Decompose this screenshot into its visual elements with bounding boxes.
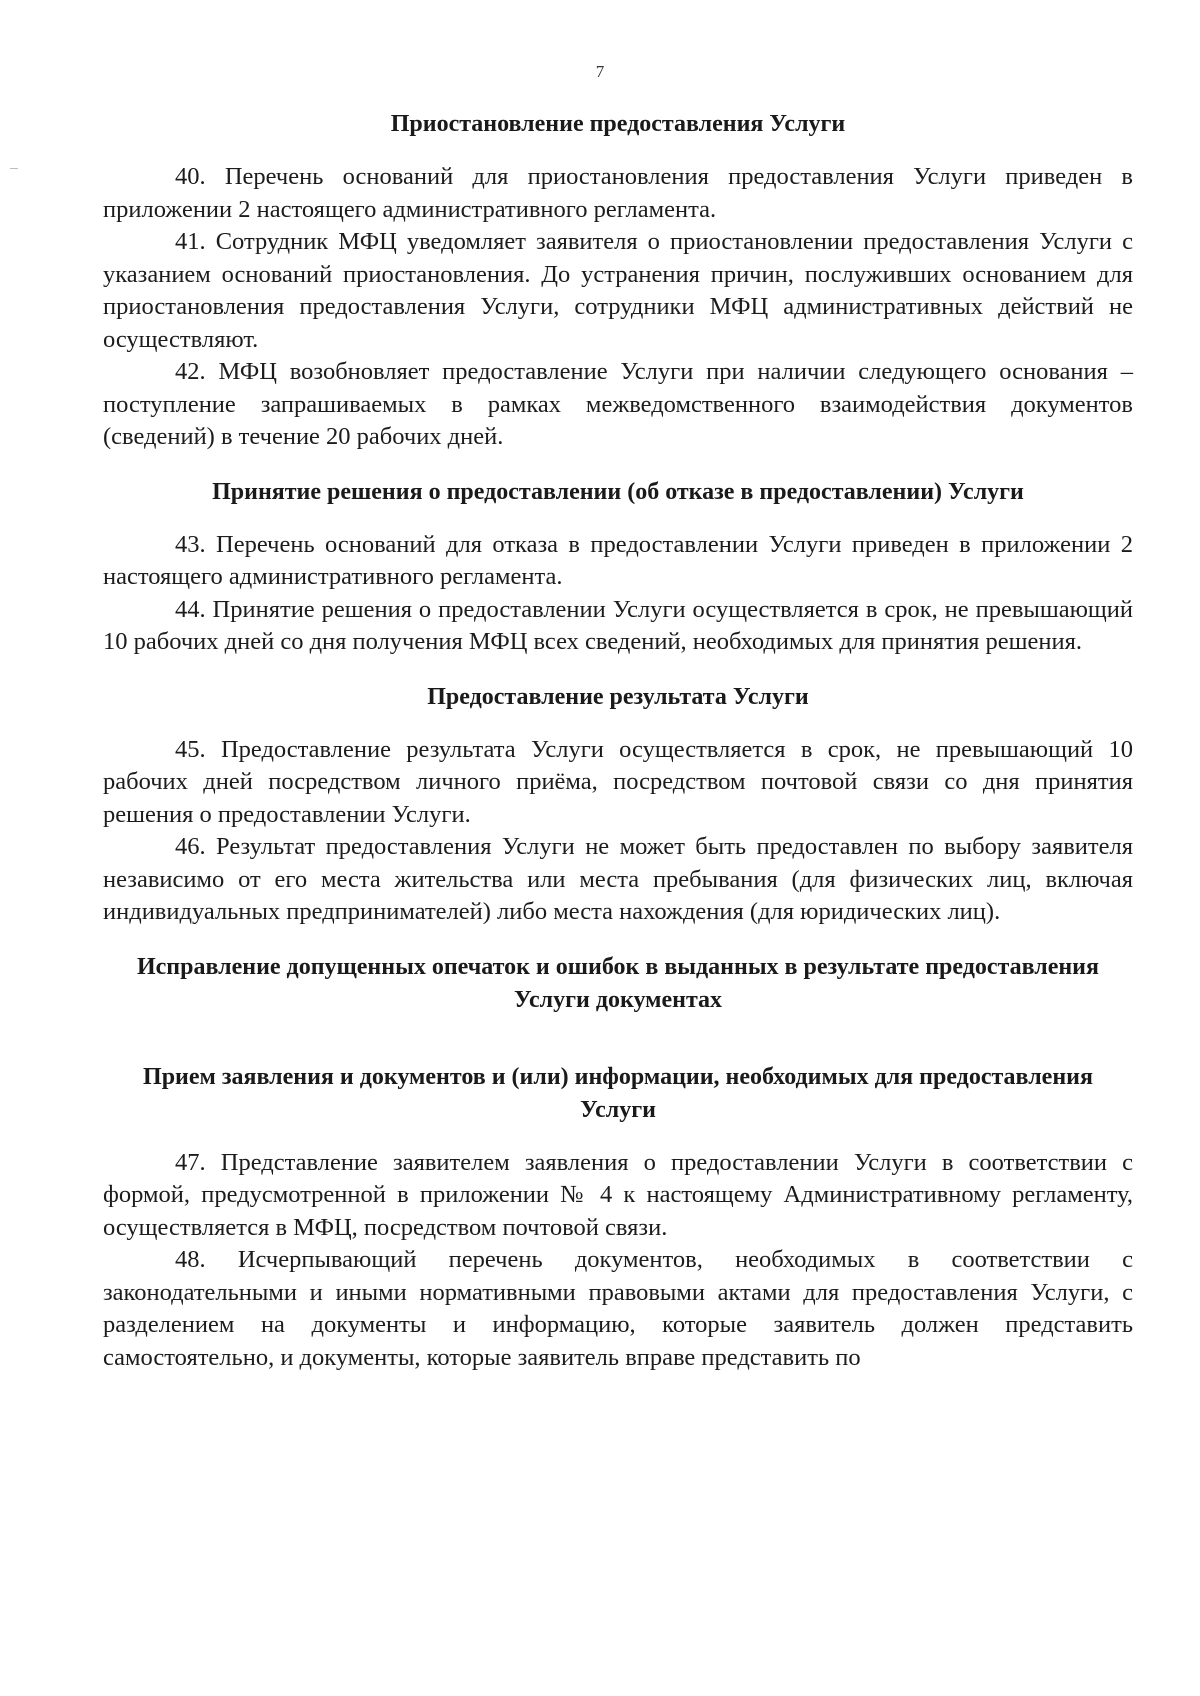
paragraph-42: 42. МФЦ возобновляет предоставление Услуги при наличии следующего основания – поступление запрашиваемых в рамках межведомственного взаимодействия документов (сведений) в течение 20 рабочих дней.	[103, 358, 1133, 450]
section-heading-suspension: Приостановление предоставления Услуги	[390, 111, 846, 137]
paragraph-48: 48. Исчерпывающий перечень документов, необходимых в соответствии с законодательными и иными нормативными правовыми актами для предоставления Услуги, с разделением на документы и информацию, которые заявитель должен представить самостоятельно, и документы, которые заявитель вправе представить по	[103, 1246, 1133, 1371]
section-heading-application-intake: Прием заявления и документов и (или) информации, необходимых для предоставления Услуги	[143, 1063, 1093, 1123]
paragraph-40: 40. Перечень оснований для приостановления предоставления Услуги приведен в приложении 2 настоящего административного регламента.	[103, 163, 1133, 223]
paragraph-41: 41. Сотрудник МФЦ уведомляет заявителя о приостановлении предоставления Услуги с указанием оснований приостановления. До устранения причин, послуживших основанием для приостановления предоставления Услуги, сотрудники МФЦ административных действий не осуществляют.	[103, 228, 1133, 353]
page-number: 7	[595, 62, 605, 81]
section-heading-decision: Принятие решения о предоставлении (об отказе в предоставлении) Услуги	[212, 478, 1024, 505]
section-heading-result: Предоставление результата Услуги	[427, 683, 809, 710]
document-body	[103, 108, 1133, 1374]
section-heading-corrections: Исправление допущенных опечаток и ошибок в выданных в результате предоставления Услуги документах	[136, 953, 1099, 1013]
paragraph-46: 46. Результат предоставления Услуги не может быть предоставлен по выбору заявителя независимо от его места жительства или места пребывания (для физических лиц, включая индивидуальных предпринимателей) либо места нахождения (для юридических лиц).	[103, 833, 1133, 925]
paragraph-44: 44. Принятие решения о предоставлении Услуги осуществляется в срок, не превышающий 10 рабочих дней со дня получения МФЦ всех сведений, необходимых для принятия решения.	[103, 595, 1133, 655]
paragraph-47: 47. Представление заявителем заявления о предоставлении Услуги в соответствии с формой, предусмотренной в приложении № 4 к настоящему Административному регламенту, осуществляется в МФЦ, посредством почтовой связи.	[103, 1148, 1133, 1241]
paragraph-45: 45. Предоставление результата Услуги осуществляется в срок, не превышающий 10 рабочих дней посредством личного приёма, посредством почтовой связи со дня принятия решения о предоставлении Услуги.	[103, 735, 1133, 828]
paragraph-43: 43. Перечень оснований для отказа в предоставлении Услуги приведен в приложении 2 настоящего административного регламента.	[103, 530, 1133, 590]
scan-edge-mark	[10, 168, 18, 169]
